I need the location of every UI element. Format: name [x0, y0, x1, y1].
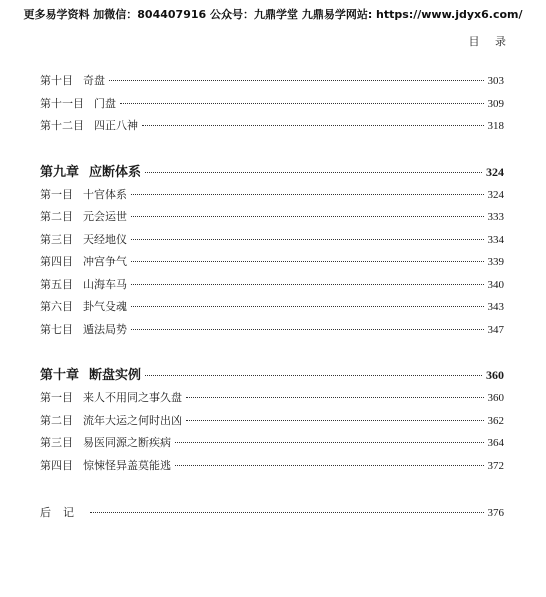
toc-entry-label	[40, 251, 127, 274]
running-head-contents: 目 录	[468, 35, 512, 48]
dot-leader	[131, 306, 484, 307]
toc-entry[interactable]	[40, 70, 504, 93]
toc-entry-page: 362	[487, 414, 504, 427]
dot-leader	[90, 512, 484, 513]
toc-postscript-page: 376	[487, 507, 504, 519]
toc-entry[interactable]	[40, 319, 504, 342]
table-of-contents	[40, 70, 504, 525]
dot-leader	[131, 194, 484, 195]
dot-leader	[131, 216, 484, 217]
toc-entry-label	[40, 184, 127, 207]
toc-chapter-page: 324	[486, 164, 504, 179]
toc-entry-label	[40, 229, 127, 252]
dot-leader	[186, 397, 484, 398]
toc-entry-title: 遁法局势	[83, 322, 127, 336]
toc-postscript-title: 后记	[40, 506, 86, 519]
toc-entry[interactable]	[40, 251, 504, 274]
toc-chapter-label	[40, 364, 141, 388]
toc-entry-page: 343	[487, 301, 504, 313]
dot-leader	[175, 442, 484, 443]
toc-chapter-number: 第十章	[40, 368, 80, 383]
toc-chapter[interactable]	[40, 363, 504, 387]
toc-entry-number: 第三目	[40, 232, 73, 246]
toc-entry[interactable]	[40, 274, 504, 297]
toc-entry-number: 第十二目	[40, 119, 84, 132]
toc-entry-page: 333	[487, 211, 504, 223]
dot-leader	[131, 239, 484, 240]
toc-chapter[interactable]	[40, 160, 504, 184]
toc-entry-label	[40, 70, 105, 93]
toc-entry-page: 318	[487, 120, 504, 132]
toc-entry-label	[40, 455, 171, 478]
toc-entry-title: 天经地仪	[83, 232, 127, 246]
toc-entry[interactable]	[40, 387, 504, 410]
toc-entry-number: 第一目	[40, 391, 73, 404]
toc-entry-number: 第三目	[40, 436, 73, 449]
toc-entry-label	[40, 410, 182, 433]
toc-entry-title: 卦气殳魂	[83, 300, 127, 313]
section-spacer	[40, 138, 504, 160]
toc-entry-page: 347	[487, 323, 504, 336]
toc-entry-number: 第四目	[40, 255, 73, 268]
toc-entry-title: 十官体系	[83, 187, 127, 201]
toc-entry-label	[40, 319, 127, 342]
toc-entry-label	[40, 296, 127, 319]
toc-entry-title: 山海车马	[83, 277, 127, 291]
toc-entry-title: 惊悚怪异盖莫能逃	[83, 458, 171, 472]
toc-entry-number: 第二目	[40, 210, 73, 223]
toc-entry-number: 第十目	[40, 74, 73, 87]
toc-entry[interactable]	[40, 410, 504, 433]
toc-entry-page: 360	[487, 392, 504, 404]
toc-entry-number: 第十一目	[40, 96, 84, 110]
dot-leader	[131, 261, 484, 262]
toc-entry-number: 第二目	[40, 413, 73, 427]
toc-entry-number: 第五目	[40, 277, 73, 291]
toc-entry-label	[40, 387, 182, 410]
dot-leader	[120, 103, 484, 104]
dot-leader	[186, 420, 484, 421]
toc-chapter-title: 断盘实例	[89, 368, 142, 383]
dot-leader	[175, 465, 484, 466]
toc-entry-page: 324	[487, 188, 504, 201]
toc-entry[interactable]	[40, 455, 504, 478]
toc-chapter-number: 第九章	[40, 164, 80, 180]
toc-entry-title: 冲宫争气	[83, 255, 127, 268]
toc-entry-page: 309	[487, 97, 504, 110]
toc-entry-label	[40, 432, 171, 455]
toc-entry-number: 第四目	[40, 458, 73, 472]
toc-entry-page: 339	[487, 256, 504, 268]
toc-chapter-title: 应断体系	[89, 164, 142, 180]
toc-entry[interactable]	[40, 296, 504, 319]
toc-entry-page: 340	[487, 278, 504, 291]
toc-entry-page: 303	[487, 75, 504, 87]
section-spacer	[40, 341, 504, 363]
toc-entry-title: 流年大运之何时出凶	[83, 413, 182, 427]
toc-entry-title: 元会运世	[83, 210, 127, 223]
dot-leader	[142, 125, 484, 126]
toc-entry-label	[40, 274, 127, 297]
toc-entry-label	[40, 115, 138, 138]
toc-chapter-label	[40, 161, 141, 185]
toc-entry-number: 第七目	[40, 322, 73, 336]
toc-chapter-page: 360	[486, 368, 504, 382]
page-header-banner: 更多易学资料 加微信：804407916 公众号：九鼎学堂 九鼎易学网站: https://www.jdyx6.com/	[23, 8, 523, 21]
toc-entry[interactable]	[40, 184, 504, 207]
dot-leader	[109, 80, 484, 81]
dot-leader	[131, 284, 484, 285]
toc-entry-label	[40, 206, 127, 229]
toc-entry-title: 奇盘	[83, 74, 105, 87]
toc-entry[interactable]	[40, 206, 504, 229]
toc-entry-page: 364	[487, 437, 504, 449]
toc-entry-page: 334	[487, 233, 504, 246]
toc-entry-title: 门盘	[94, 96, 116, 110]
dot-leader	[131, 329, 484, 330]
toc-entry-number: 第一目	[40, 187, 73, 201]
section-spacer	[40, 477, 504, 502]
toc-entry-title: 四正八神	[94, 119, 138, 132]
dot-leader	[145, 375, 482, 376]
toc-entry-title: 易医同源之断疾病	[83, 436, 171, 449]
toc-entry[interactable]	[40, 115, 504, 138]
toc-entry[interactable]	[40, 93, 504, 116]
dot-leader	[145, 172, 482, 173]
toc-entry-title: 来人不用同之事久盘	[83, 391, 182, 404]
toc-entry[interactable]	[40, 229, 504, 252]
toc-entry[interactable]	[40, 432, 504, 455]
toc-entry-label	[40, 93, 116, 116]
toc-entry-number: 第六目	[40, 300, 73, 313]
toc-postscript[interactable]	[40, 502, 504, 525]
toc-entry-page: 372	[487, 459, 504, 472]
